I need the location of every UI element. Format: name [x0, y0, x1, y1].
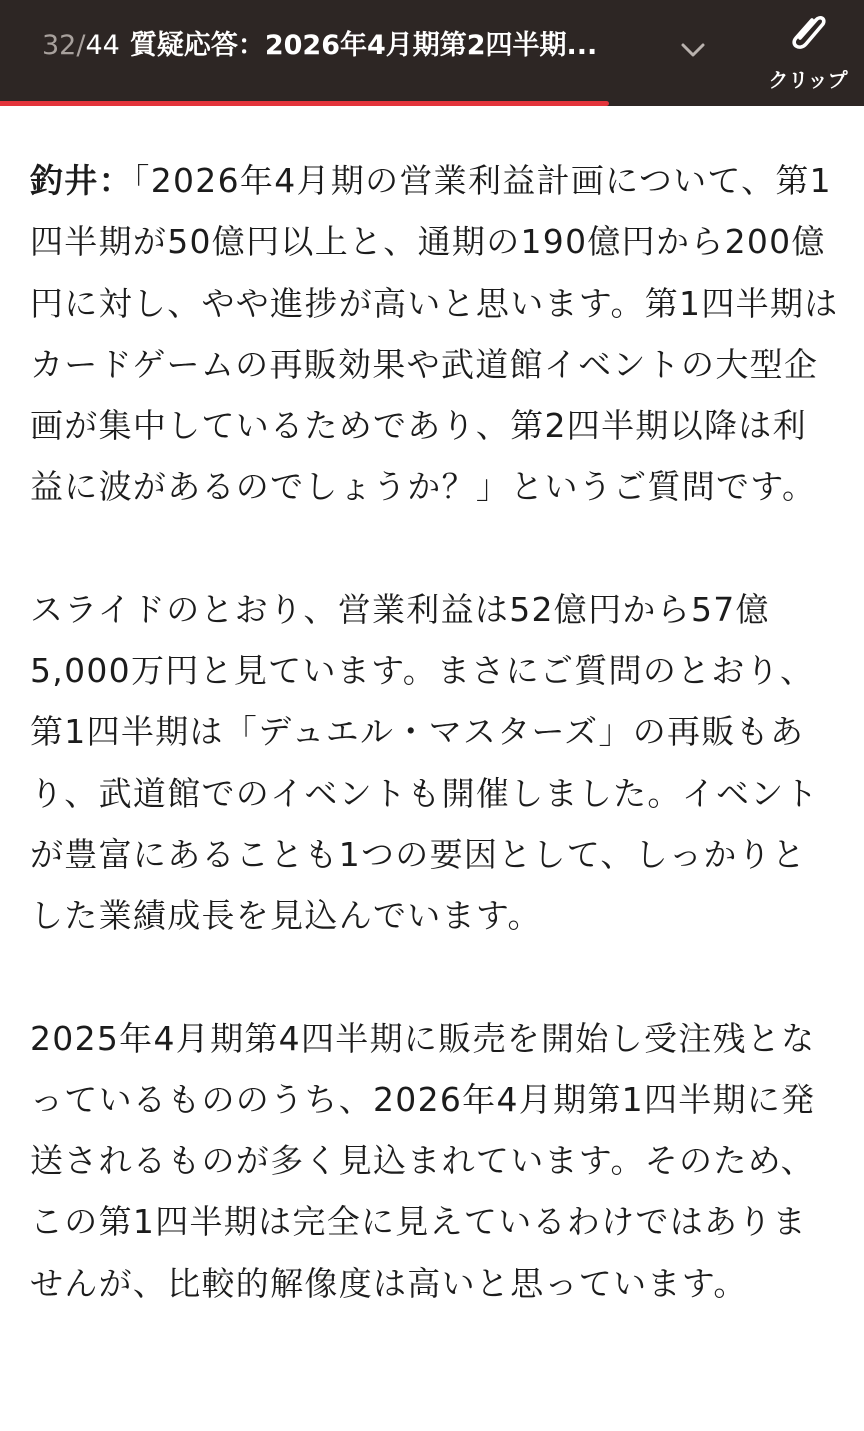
page-current: 32	[42, 30, 77, 61]
section-title: 質疑応答：2026年4月期第2四半期...	[129, 30, 598, 61]
paragraph-text: 2025年4月期第4四半期に販売を開始し受注残となっているもののうち、2026年4月期第1四半期に発送されるものが多く見込まれています。そのため、この第1四半期は完全に見えているわけではありませんが、比較的解像度は高いと思っています。	[30, 1018, 816, 1303]
paragraph-answer-1	[30, 579, 840, 947]
paragraph-question	[30, 150, 840, 518]
clip-label: クリップ	[768, 68, 848, 92]
reading-progress-fill	[0, 101, 609, 106]
paragraph-answer-2	[30, 1008, 840, 1314]
article-body	[30, 150, 840, 1375]
chevron-down-icon[interactable]	[676, 32, 710, 66]
paragraph-text: スライドのとおり、営業利益は52億円から57億5,000万円と見ています。まさにご質問のとおり、第1四半期は「デュエル・マスターズ」の再販もあり、武道館でのイベントも開催しました。イベントが豊富にあることも1つの要因として、しっかりとした業績成長を見込んでいます。	[30, 589, 819, 936]
paperclip-icon	[786, 8, 830, 54]
paragraph-text: 「2026年4月期の営業利益計画について、第1四半期が50億円以上と、通期の190億円から200億円に対し、やや進捗が高いと思います。第1四半期はカードゲームの再販効果や武道館イベントの大型企画が集中しているためであり、第2四半期以降は利益に波があるのでしょうか？」というご質問です。	[30, 161, 839, 507]
page-total: 44	[85, 30, 120, 61]
page-separator: /	[76, 30, 86, 61]
reading-progress-bar	[0, 101, 864, 106]
clip-button[interactable]	[758, 4, 858, 96]
header-title[interactable]	[42, 24, 662, 68]
speaker-name: 釣井：	[30, 161, 133, 200]
top-bar	[0, 0, 864, 106]
